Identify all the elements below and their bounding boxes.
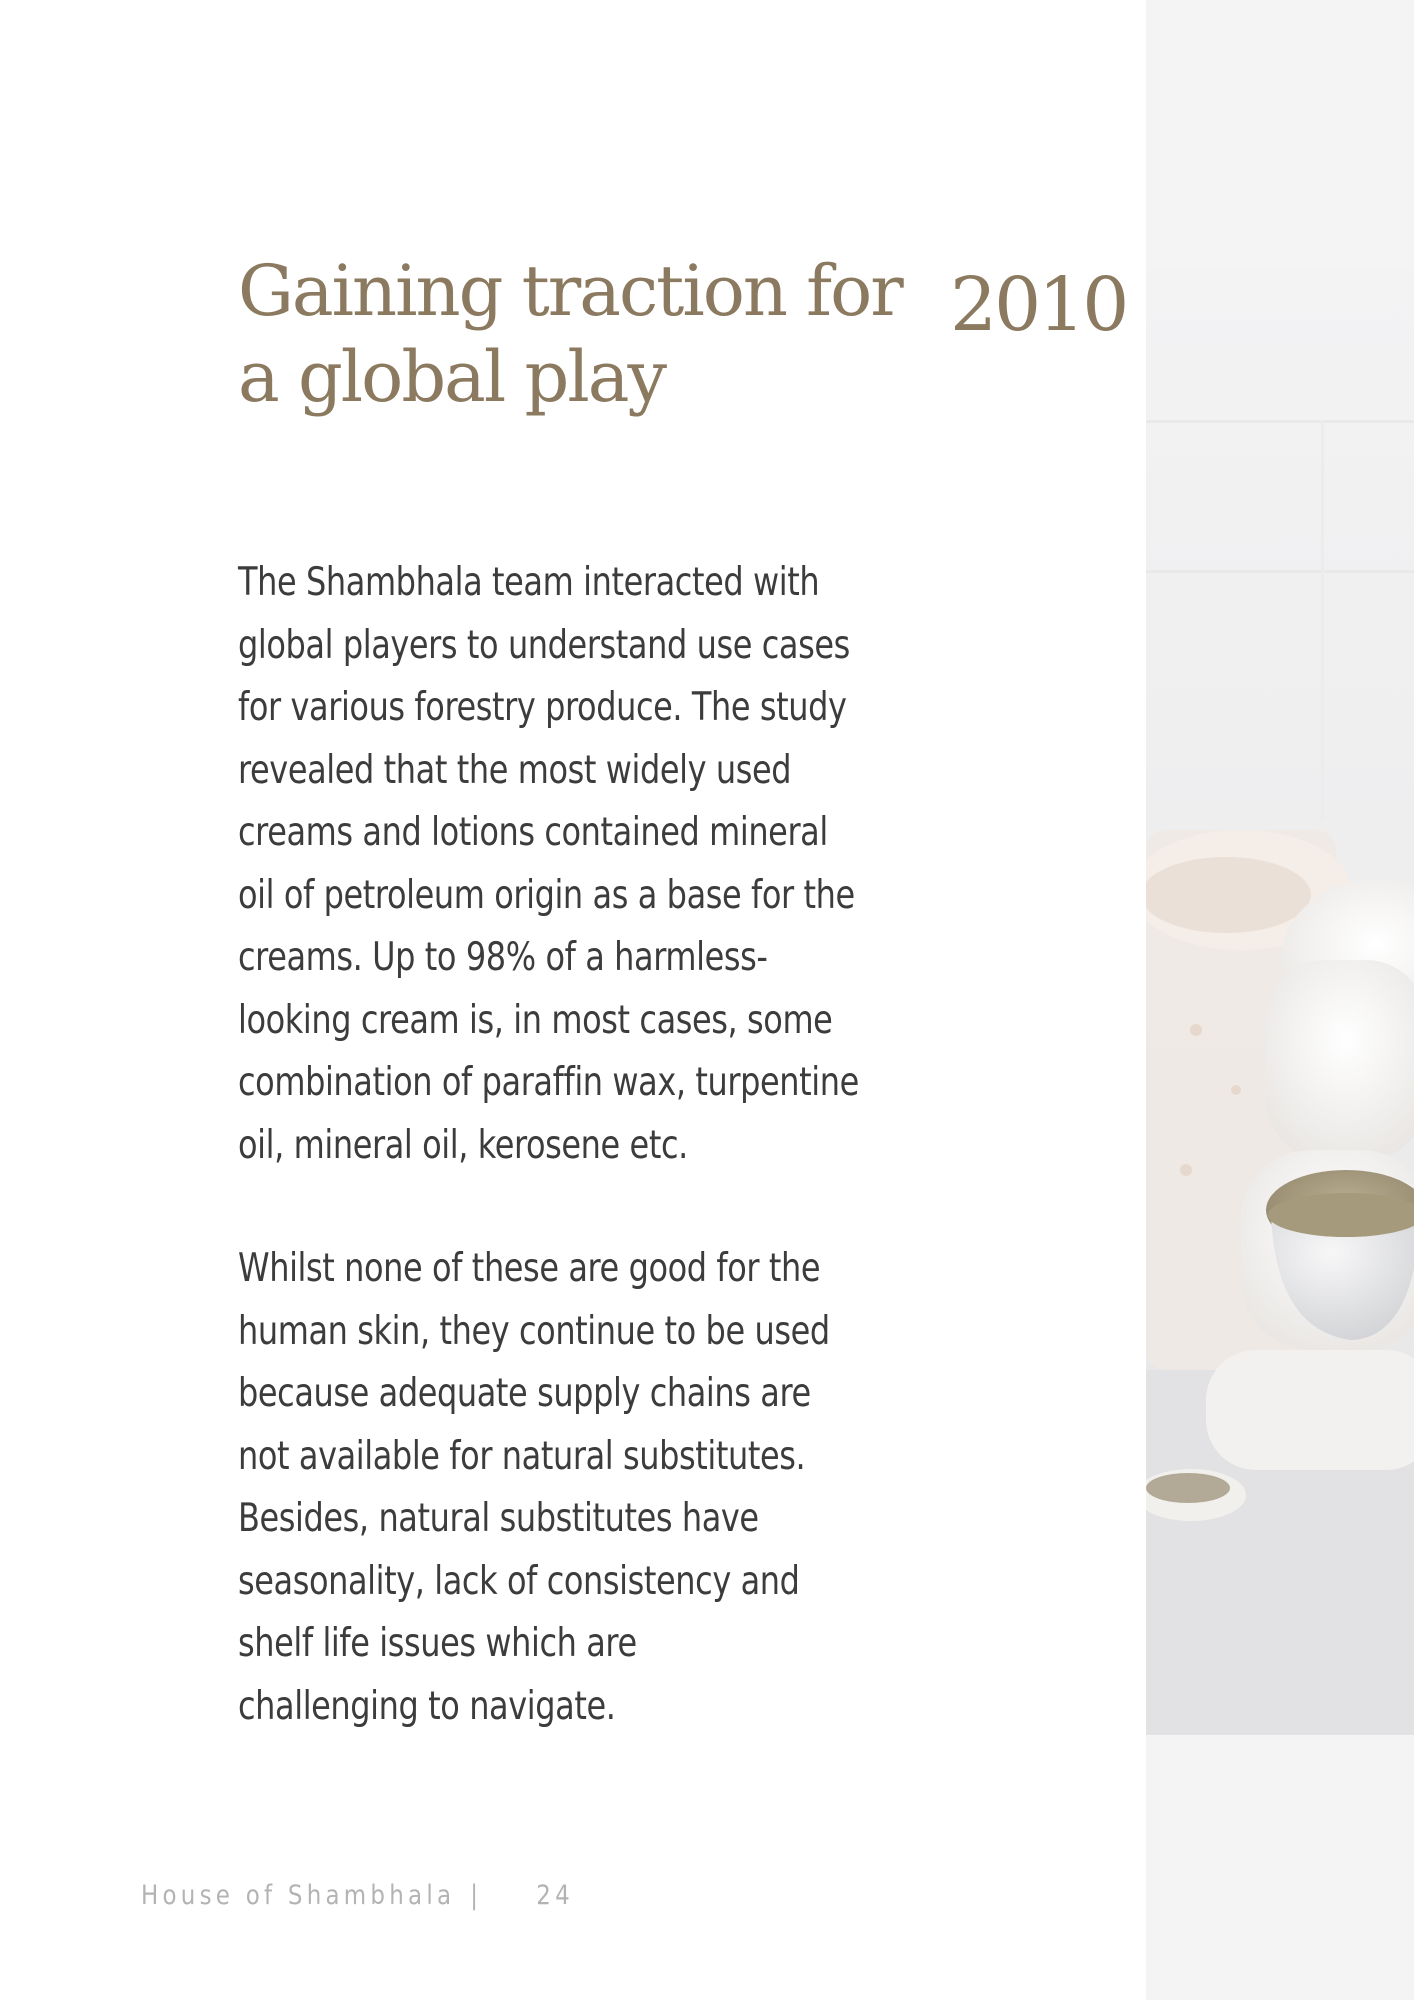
text-line: The Shambhala team interacted with — [238, 560, 820, 605]
text-line: combination of paraffin wax, turpentine — [238, 1060, 859, 1105]
text-line: creams and lotions contained mineral — [238, 810, 828, 855]
text-line: for various forestry produce. The study — [238, 685, 847, 730]
text-line: seasonality, lack of consistency and — [238, 1558, 800, 1604]
text-line: Whilst none of these are good for the — [238, 1246, 821, 1291]
spa-product-photo — [1146, 270, 1414, 1735]
text-line: human skin, they continue to be used — [238, 1308, 830, 1354]
page-title — [238, 248, 938, 420]
page-footer — [141, 1880, 574, 1911]
paragraph-2 — [238, 1238, 845, 1738]
text-line: revealed that the most widely used — [238, 747, 792, 793]
text-line: oil, mineral oil, kerosene etc. — [238, 1122, 688, 1168]
text-line: because adequate supply chains are — [238, 1371, 811, 1416]
footer-separator: | — [470, 1880, 483, 1911]
text-line: looking cream is, in most cases, some — [238, 997, 833, 1043]
text-line: challenging to navigate. — [238, 1683, 616, 1729]
text-line: Besides, natural substitutes have — [238, 1496, 759, 1541]
title-line: a global play — [238, 336, 665, 418]
title-line: Gaining traction for — [238, 250, 902, 332]
text-line: shelf life issues which are — [238, 1621, 637, 1666]
text-line: oil of petroleum origin as a base for the — [238, 872, 855, 918]
year-label: 2010 — [950, 262, 1127, 348]
text-line: not available for natural substitutes. — [238, 1433, 806, 1479]
page-number: 24 — [536, 1880, 574, 1911]
text-line: creams. Up to 98% of a harmless- — [238, 935, 768, 980]
paragraph-1 — [238, 552, 859, 1177]
footer-brand: House of Shambhala — [141, 1880, 456, 1911]
text-line: global players to understand use cases — [238, 622, 850, 668]
